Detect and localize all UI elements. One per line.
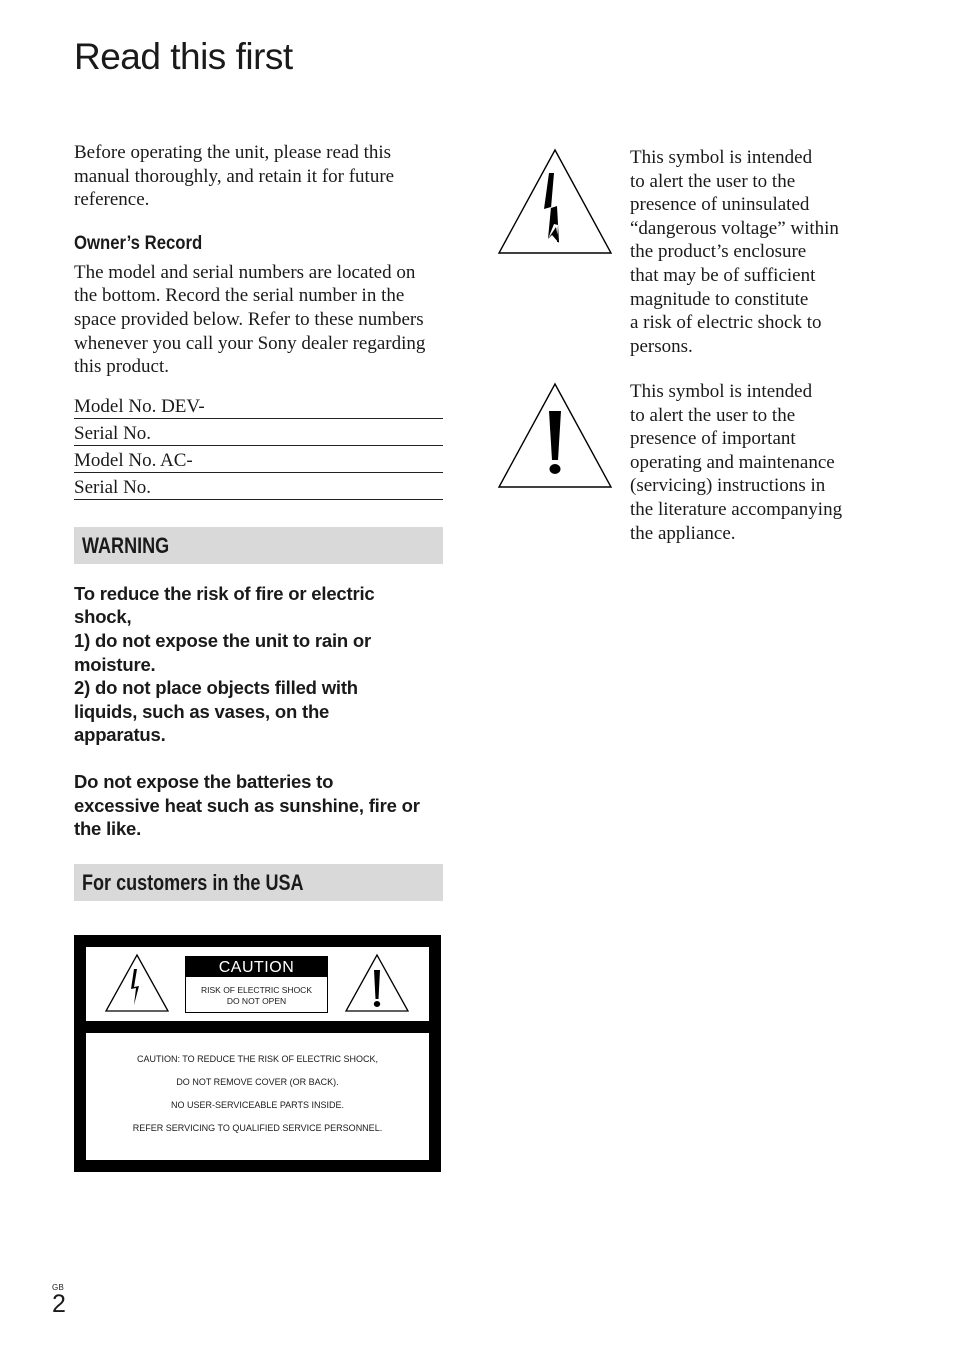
warning-line: 2) do not place objects filled with [74, 677, 358, 699]
lightning-bolt-triangle-icon [496, 147, 614, 255]
warning-line: liquids, such as vases, on the [74, 700, 330, 722]
record-row-model-ac: Model No. AC- [74, 446, 443, 473]
symbol-text-line: the appliance. [630, 522, 736, 544]
warning-block-2 [74, 770, 443, 841]
instructions-symbol-description [630, 380, 890, 545]
battery-warning-line: the like. [74, 818, 142, 840]
warning-line: To reduce the risk of fire or electric [74, 582, 375, 604]
warning-heading: WARNING [82, 532, 170, 558]
page-number: 2 [52, 1290, 66, 1318]
owners-record-text: The model and serial numbers are located on the bottom. Record the serial number in the space provided below. Refer to these numbers whenever you call your Sony dealer regarding this product. [74, 261, 426, 378]
symbol-text-line: presence of uninsulated [630, 194, 810, 216]
symbol-text-line: the literature accompanying [630, 498, 843, 520]
record-row-serial-2: Serial No. [74, 473, 443, 500]
language-code: GB [52, 1283, 65, 1292]
left-column [74, 141, 443, 901]
caution-label [74, 935, 441, 1172]
caution-box-title: CAUTION [186, 957, 327, 977]
exclamation-triangle-icon [496, 381, 614, 489]
caution-line: NO USER-SERVICEABLE PARTS INSIDE. [170, 1100, 345, 1110]
caution-label-top [86, 947, 429, 1021]
owners-record-heading: Owner’s Record [74, 232, 203, 254]
battery-warning-line: excessive heat such as sunshine, fire or [74, 794, 420, 816]
symbol-text-line: This symbol is intended [630, 381, 813, 402]
warning-heading-bar [74, 527, 443, 564]
caution-line: REFER SERVICING TO QUALIFIED SERVICE PERSONNEL. [132, 1123, 383, 1133]
symbol-text-line: to alert the user to the [630, 404, 796, 426]
symbol-text-line: “dangerous voltage” within [630, 217, 839, 239]
caution-label-bottom [86, 1033, 429, 1160]
intro-paragraph: Before operating the unit, please read this manual thoroughly, and retain it for future reference. [74, 142, 395, 211]
caution-box [185, 956, 328, 1013]
record-row-model-dev: Model No. DEV- [74, 392, 443, 419]
symbol-text-line: that may be of sufficient [630, 264, 816, 286]
warning-line: shock, [74, 606, 132, 628]
warning-line: 1) do not expose the unit to rain or [74, 629, 372, 651]
usa-heading: For customers in the USA [82, 869, 304, 895]
page-footer [52, 1283, 66, 1317]
caution-line: CAUTION: TO REDUCE THE RISK OF ELECTRIC SHOCK, [136, 1054, 379, 1064]
battery-warning-line: Do not expose the batteries to [74, 770, 334, 792]
symbol-text-line: the product’s enclosure [630, 241, 807, 263]
caution-line: DO NOT REMOVE COVER (OR BACK). [176, 1077, 339, 1087]
symbol-text-line: to alert the user to the [630, 170, 796, 192]
warning-block-1 [74, 582, 443, 747]
record-row-serial-1: Serial No. [74, 419, 443, 446]
usa-heading-bar [74, 864, 443, 901]
warning-line: moisture. [74, 653, 156, 675]
symbol-text-line: (servicing) instructions in [630, 475, 826, 497]
symbol-text-line: a risk of electric shock to [630, 312, 822, 334]
symbol-text-line: operating and maintenance [630, 451, 835, 473]
voltage-symbol-description [630, 146, 890, 358]
symbol-text-line: presence of important [630, 428, 796, 450]
caution-box-line: RISK OF ELECTRIC SHOCK [201, 985, 312, 995]
record-table [74, 392, 443, 500]
exclamation-triangle-icon [344, 953, 410, 1013]
symbol-text-line: This symbol is intended [630, 147, 813, 168]
warning-line: apparatus. [74, 724, 166, 746]
caution-box-line: DO NOT OPEN [226, 995, 287, 1006]
symbol-text-line: persons. [630, 335, 693, 357]
page-title: Read this first [74, 36, 293, 77]
caution-lines [86, 1033, 429, 1146]
symbol-text-line: magnitude to constitute [630, 288, 809, 310]
lightning-bolt-triangle-icon [104, 953, 170, 1013]
